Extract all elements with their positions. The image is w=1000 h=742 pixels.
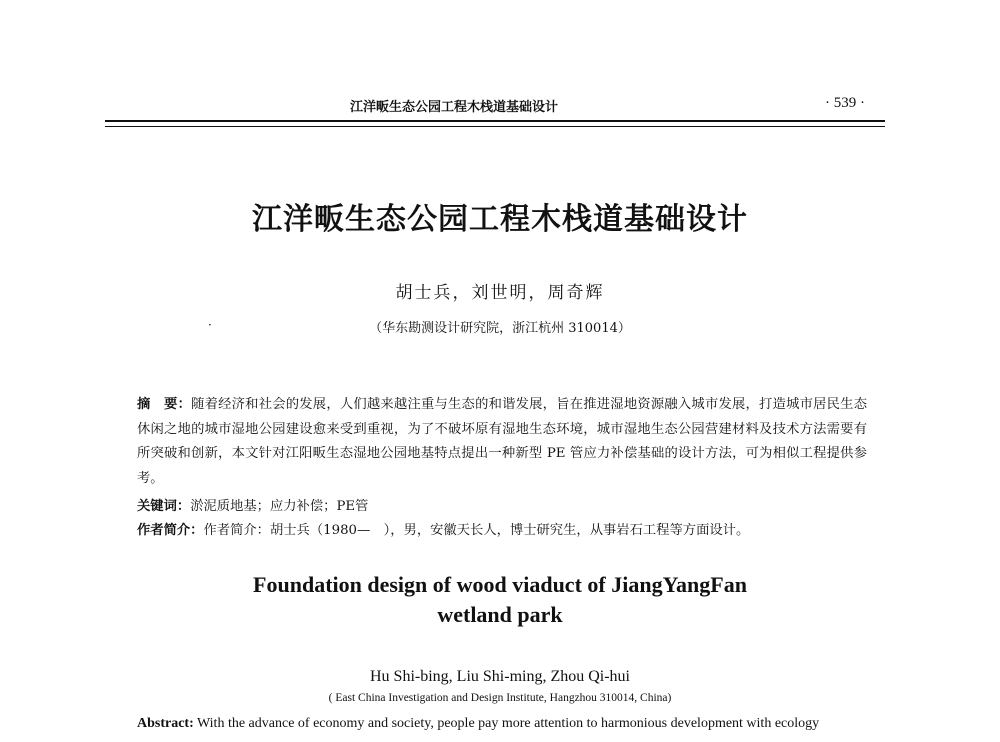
header-rule-thin <box>105 126 885 127</box>
affiliation-cn: （华东勘测设计研究院，浙江杭州 310014） <box>369 321 631 336</box>
abstract-en-label: Abstract: <box>137 716 194 731</box>
running-header <box>105 95 885 115</box>
abstract-cn-label: 摘 要： <box>137 397 192 412</box>
keywords-cn-label: 关键词： <box>137 499 191 514</box>
running-title: 江洋畈生态公园工程木栈道基础设计 <box>350 100 559 115</box>
paper-title-en <box>0 570 1000 630</box>
abstract-en <box>137 716 877 732</box>
stray-dot: · <box>208 318 212 332</box>
paper-title-en-line1: Foundation design of wood viaduct of JiangYangFan <box>253 572 747 597</box>
author-bio-cn-label: 作者简介： <box>137 523 204 538</box>
authors-en: Hu Shi-bing, Liu Shi-ming, Zhou Qi-hui <box>370 668 630 685</box>
paper-title-cn: 江洋畈生态公园工程木栈道基础设计 <box>252 202 748 237</box>
abstract-cn-text: 随着经济和社会的发展，人们越来越注重与生态的和谐发展，旨在推进湿地资源融入城市发展，打造城市居民生态休闲之地的城市湿地公园建设愈来受到重视，为了不破坏原有湿地生态环境，城市湿地生态公园营建材料及技术方法需要有所突破和创新，本文针对江阳畈生态湿地公园地基特点提出一种新型 PE 管应力补偿基础的设计方法，可为相似工程提供参考。 <box>137 397 868 486</box>
author-bio-cn-text: 作者简介：胡士兵（1980— ），男，安徽天长人，博士研究生，从事岩石工程等方面设计。 <box>203 523 750 538</box>
page-number: · 539 · <box>825 95 865 111</box>
paper-title-en-line2: wetland park <box>437 602 563 627</box>
authors-cn: 胡士兵，刘世明，周奇辉 <box>395 283 605 303</box>
abstract-en-text: With the advance of economy and society, people pay more attention to harmonious development with ecology <box>193 716 820 731</box>
abstract-cn <box>137 393 867 491</box>
header-rule-thick <box>105 120 885 122</box>
keywords-cn <box>137 497 877 517</box>
author-bio-cn <box>137 521 877 541</box>
affiliation-en: ( East China Investigation and Design Institute, Hangzhou 310014, China) <box>328 692 672 704</box>
keywords-cn-text: 淤泥质地基；应力补偿；PE管 <box>190 499 369 514</box>
